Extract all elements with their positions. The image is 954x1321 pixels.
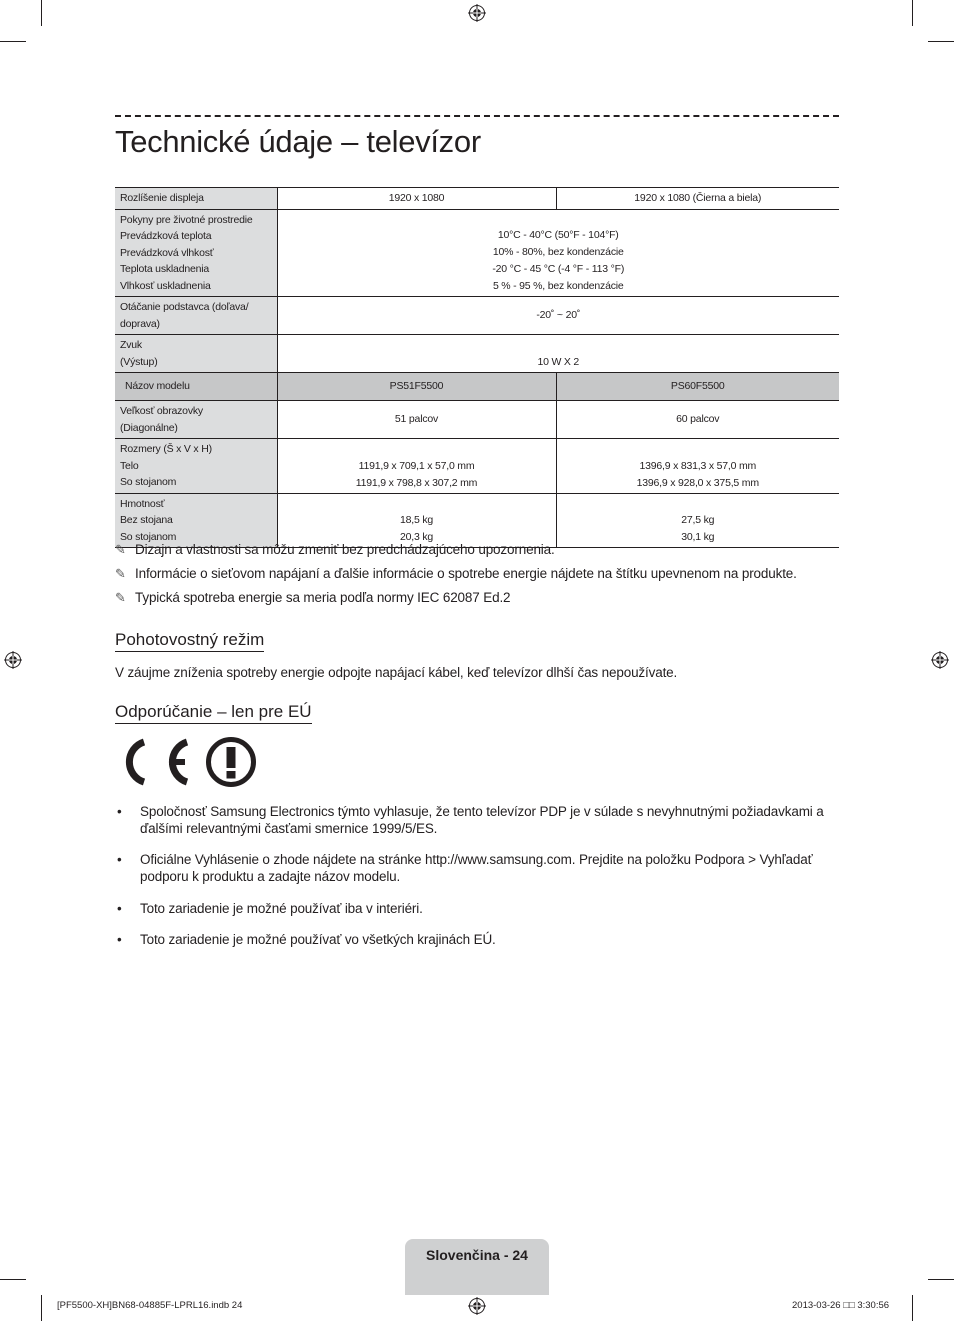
row-value: [277, 493, 556, 548]
row-label-line: So stojanom: [120, 530, 177, 543]
page-number-tab: Slovenčina - 24: [405, 1239, 549, 1295]
value-line: 10°C - 40°C (50°F - 104°F): [497, 229, 619, 241]
row-label-line: Bez stojana: [120, 514, 173, 526]
row-label: [115, 297, 277, 335]
row-label-line: (Diagonálne): [120, 421, 178, 434]
section-heading-eu: Odporúčanie – len pre EÚ: [115, 702, 312, 724]
row-value: [277, 297, 839, 335]
row-label: [115, 335, 277, 373]
table-row: [115, 335, 839, 373]
pencil-note-icon: ✎: [115, 542, 126, 557]
value-line: 18,5 kg: [399, 514, 434, 526]
bullet-dot: •: [117, 901, 122, 916]
value-line: 60 palcov: [676, 413, 720, 425]
bullet-dot: •: [117, 852, 122, 867]
row-label: [115, 209, 277, 297]
row-label-line: Názov modelu: [125, 380, 190, 393]
bullet-text: Spoločnosť Samsung Electronics týmto vyhlasuje, že tento televízor PDP je v súlade s nevyhnutnými požiadavkami a ďalšími relevantnými časťami smernice 1999/5/ES.: [140, 804, 824, 836]
crop-mark: [0, 1279, 26, 1280]
spec-table: [115, 187, 839, 548]
value-line: -20˚ ~ 20˚: [536, 309, 581, 321]
row-value: [556, 439, 839, 494]
note-text: Informácie o sieťovom napájaní a ďalšie informácie o spotrebe energie nájdete na štítku upevnenom na produkte.: [135, 566, 797, 581]
row-label-line: So stojanom: [120, 476, 177, 488]
table-row: [115, 209, 839, 297]
registration-mark-icon: [4, 651, 22, 669]
note-item: [115, 566, 797, 582]
crop-mark: [41, 1295, 42, 1321]
crop-mark: [41, 0, 42, 26]
value-line: 1396,9 x 831,3 x 57,0 mm: [639, 459, 757, 472]
bullet-dot: •: [117, 804, 122, 819]
value-line: 1396,9 x 928,0 x 375,5 mm: [636, 476, 759, 489]
alert-circle-icon: [205, 736, 257, 788]
row-label-line: Prevádzková teplota: [120, 230, 212, 242]
row-label: [115, 401, 277, 439]
row-label-line: Prevádzková vlhkosť: [120, 246, 214, 259]
bullet-dot: •: [117, 932, 122, 947]
note-text: Typická spotreba energie sa meria podľa normy IEC 62087 Ed.2: [135, 590, 511, 605]
note-item: [115, 542, 555, 558]
crop-mark: [0, 41, 26, 42]
crop-mark: [912, 1295, 913, 1321]
row-value: [277, 373, 556, 401]
table-row: [115, 297, 839, 335]
list-item: [115, 803, 839, 837]
value-line: 51 palcov: [394, 413, 439, 425]
row-label: [115, 493, 277, 548]
list-item: [115, 851, 839, 885]
pencil-note-icon: ✎: [115, 590, 126, 605]
table-row-model-header: [115, 373, 839, 401]
row-label-line: Otáčanie podstavca (doľava/: [120, 301, 249, 313]
section-heading-standby: Pohotovostný režim: [115, 630, 264, 652]
table-row: [115, 439, 839, 494]
row-value: [556, 493, 839, 548]
row-value: [277, 439, 556, 494]
value-line: 10% - 80%, bez kondenzácie: [492, 246, 624, 258]
value-line: 1920 x 1080 (Čierna a biela): [634, 191, 762, 204]
table-row: [115, 493, 839, 548]
row-value: [277, 209, 839, 297]
registration-mark-icon: [468, 1297, 486, 1315]
table-row: [115, 401, 839, 439]
row-label-line: Vlhkosť uskladnenia: [120, 279, 211, 292]
note-item: [115, 590, 510, 606]
value-line: PS51F5500: [389, 380, 444, 392]
value-line: PS60F5500: [670, 380, 725, 392]
row-label-line: Veľkosť obrazovky: [120, 405, 203, 417]
row-value: [277, 401, 556, 439]
value-line: 1920 x 1080: [388, 191, 445, 204]
value-line: 10 W X 2: [537, 356, 580, 368]
value-line: 27,5 kg: [681, 514, 715, 526]
list-item: [115, 900, 839, 917]
list-item: [115, 931, 839, 948]
row-value: [277, 335, 839, 373]
row-label: [115, 373, 277, 401]
note-text: Dizajn a vlastnosti sa môžu zmeniť bez predchádzajúceho upozornenia.: [135, 542, 555, 557]
row-label-line: Rozlíšenie displeja: [120, 192, 204, 204]
row-label-line: Zvuk: [120, 339, 142, 351]
row-label-line: Pokyny pre životné prostredie: [120, 213, 253, 226]
row-label: [115, 188, 277, 210]
ce-mark-icon: [114, 737, 192, 787]
print-file-info: [PF5500-XH]BN68-04885F-LPRL16.indb 24: [57, 1300, 243, 1311]
registration-mark-icon: [931, 651, 949, 669]
title-dashed-rule: [115, 115, 839, 117]
value-line: 20,3 kg: [399, 531, 434, 543]
standby-text: V záujme zníženia spotreby energie odpojte napájací kábel, keď televízor dlhší čas nepoužívate.: [115, 665, 678, 680]
crop-mark: [928, 41, 954, 42]
crop-mark: [912, 0, 913, 26]
row-label-line: doprava): [120, 317, 160, 330]
bullet-text: Toto zariadenie je možné používať vo všetkých krajinách EÚ.: [140, 932, 496, 947]
row-value: [277, 188, 556, 210]
pencil-note-icon: ✎: [115, 566, 126, 581]
crop-mark: [928, 1279, 954, 1280]
row-label: [115, 439, 277, 494]
row-value: [556, 373, 839, 401]
row-label-line: Hmotnosť: [120, 497, 165, 510]
value-line: 30,1 kg: [681, 531, 715, 543]
value-line: 1191,9 x 709,1 x 57,0 mm: [358, 459, 475, 472]
value-line: 5 % - 95 %, bez kondenzácie: [492, 280, 624, 292]
print-timestamp: 2013-03-26 □□ 3:30:56: [792, 1300, 890, 1311]
registration-mark-icon: [468, 4, 486, 22]
value-line: 1191,9 x 798,8 x 307,2 mm: [355, 476, 478, 489]
row-label-line: Rozmery (Š x V x H): [120, 443, 212, 455]
table-row: [115, 188, 839, 210]
value-line: -20 °C - 45 °C (-4 °F - 113 °F): [492, 263, 625, 275]
row-value: [556, 401, 839, 439]
row-value: [556, 188, 839, 210]
row-label-line: Telo: [120, 459, 139, 472]
page-title: Technické údaje – televízor: [115, 124, 481, 159]
bullet-text: Oficiálne Vyhlásenie o zhode nájdete na stránke http://www.samsung.com. Prejdite na položku Podpora > Vyhľadať podporu k produktu a zadajte názov modelu.: [140, 852, 813, 884]
row-label-line: Teplota uskladnenia: [120, 263, 210, 275]
bullet-text: Toto zariadenie je možné používať iba v interiéri.: [140, 901, 423, 916]
row-label-line: (Výstup): [120, 355, 158, 368]
